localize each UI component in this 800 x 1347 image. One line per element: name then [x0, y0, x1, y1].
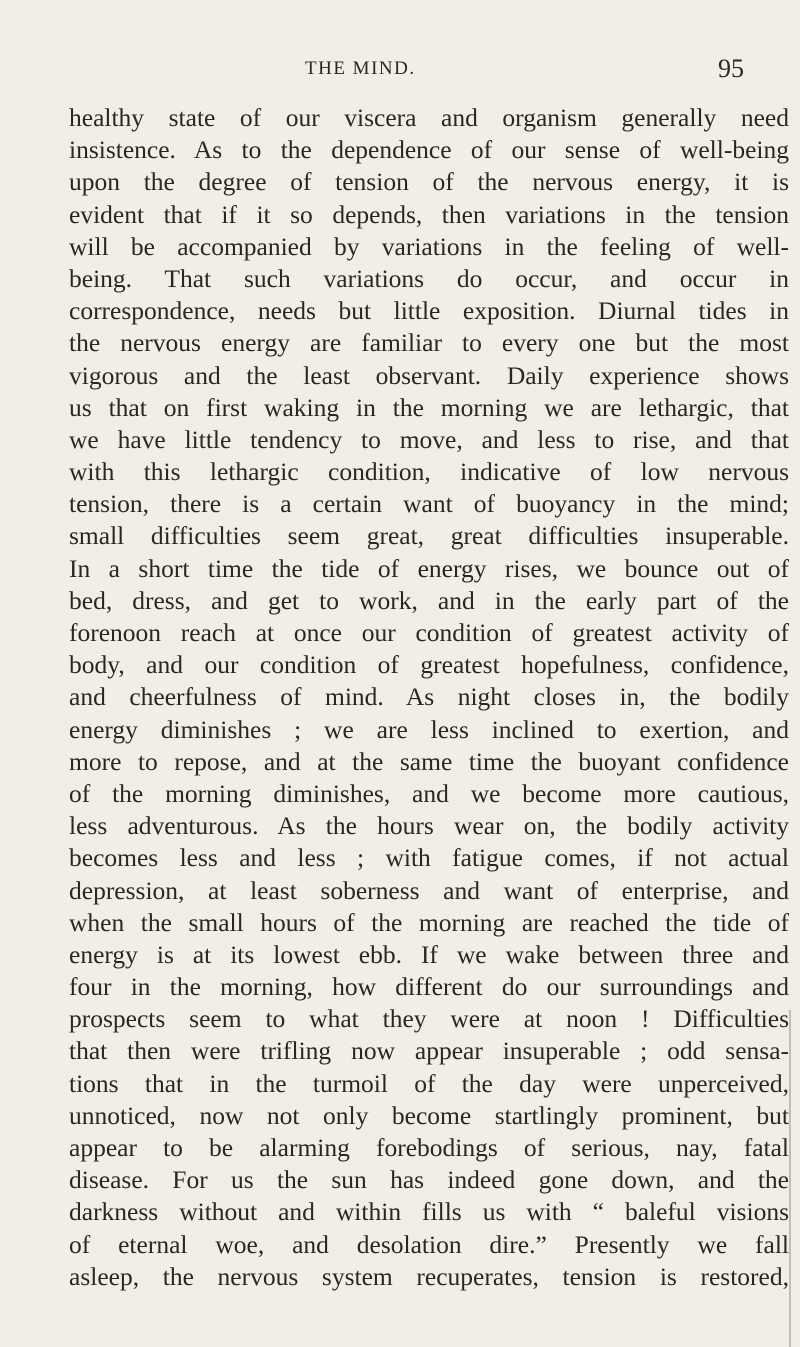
text-line: energy diminishes ; we are less inclined to exertion, and — [69, 714, 789, 744]
text-line: the nervous energy are familiar to every one but the most — [69, 328, 789, 358]
text-line: disease. For us the sun has indeed gone down, and the — [69, 1165, 789, 1195]
text-line: bed, dress, and get to work, and in the early part of the — [69, 585, 789, 615]
text-line: and cheerfulness of mind. As night closes in, the bodily — [69, 682, 789, 712]
text-line: of the morning diminishes, and we become more cautious, — [69, 778, 789, 808]
page-header — [0, 54, 800, 88]
text-line: being. That such variations do occur, and occur in — [69, 263, 789, 293]
text-line: energy is at its lowest ebb. If we wake between three and — [69, 939, 789, 969]
text-line: less adventurous. As the hours wear on, the bodily activity — [69, 811, 789, 841]
text-line: more to repose, and at the same time the buoyant confidence — [69, 746, 789, 776]
text-line: evident that if it so depends, then variations in the tension — [69, 199, 789, 229]
text-line: insistence. As to the dependence of our sense of well-being — [69, 135, 789, 165]
page-edge-shadow — [789, 1010, 791, 1347]
text-line: vigorous and the least observant. Daily experience shows — [69, 360, 789, 390]
text-line: prospects seem to what they were at noon ! Difficulties — [69, 1004, 789, 1034]
text-line: of eternal woe, and desolation dire.” Presently we fall — [69, 1229, 789, 1259]
text-line: four in the morning, how different do our surroundings and — [69, 972, 789, 1002]
text-line: tions that in the turmoil of the day were unperceived, — [69, 1068, 789, 1098]
text-line: we have little tendency to move, and less to rise, and that — [69, 424, 789, 454]
text-line: forenoon reach at once our condition of greatest activity of — [69, 618, 789, 647]
text-line: upon the degree of tension of the nervous energy, it is — [69, 167, 789, 197]
text-line: asleep, the nervous system recuperates, tension is restored, — [69, 1261, 789, 1291]
page-number: 95 — [718, 54, 744, 83]
text-line: depression, at least soberness and want of enterprise, and — [69, 875, 789, 905]
text-line: that then were trifling now appear insuperable ; odd sensa- — [69, 1036, 789, 1066]
text-line: becomes less and less ; with fatigue comes, if not actual — [69, 843, 789, 873]
text-line: with this lethargic condition, indicative of low nervous — [69, 457, 789, 487]
text-line: when the small hours of the morning are reached the tide of — [69, 907, 789, 937]
text-line: darkness without and within fills us with “ baleful visions — [69, 1197, 789, 1227]
text-line: In a short time the tide of energy rises, we bounce out of — [69, 553, 789, 583]
text-line: us that on first waking in the morning we are lethargic, that — [69, 392, 789, 422]
text-line: tension, there is a certain want of buoyancy in the mind; — [69, 489, 789, 519]
body-text — [69, 102, 789, 1293]
running-head: THE MIND. — [305, 58, 416, 79]
text-line: small difficulties seem great, great difficulties insuperable. — [69, 521, 789, 551]
text-line: appear to be alarming forebodings of serious, nay, fatal — [69, 1133, 789, 1162]
text-line: body, and our condition of greatest hopefulness, confidence, — [69, 650, 789, 680]
text-line: correspondence, needs but little exposition. Diurnal tides in — [69, 296, 789, 326]
text-line: healthy state of our viscera and organism generally need — [69, 103, 789, 132]
text-line: will be accompanied by variations in the feeling of well- — [69, 231, 789, 261]
text-line: unnoticed, now not only become startlingly prominent, but — [69, 1100, 789, 1130]
